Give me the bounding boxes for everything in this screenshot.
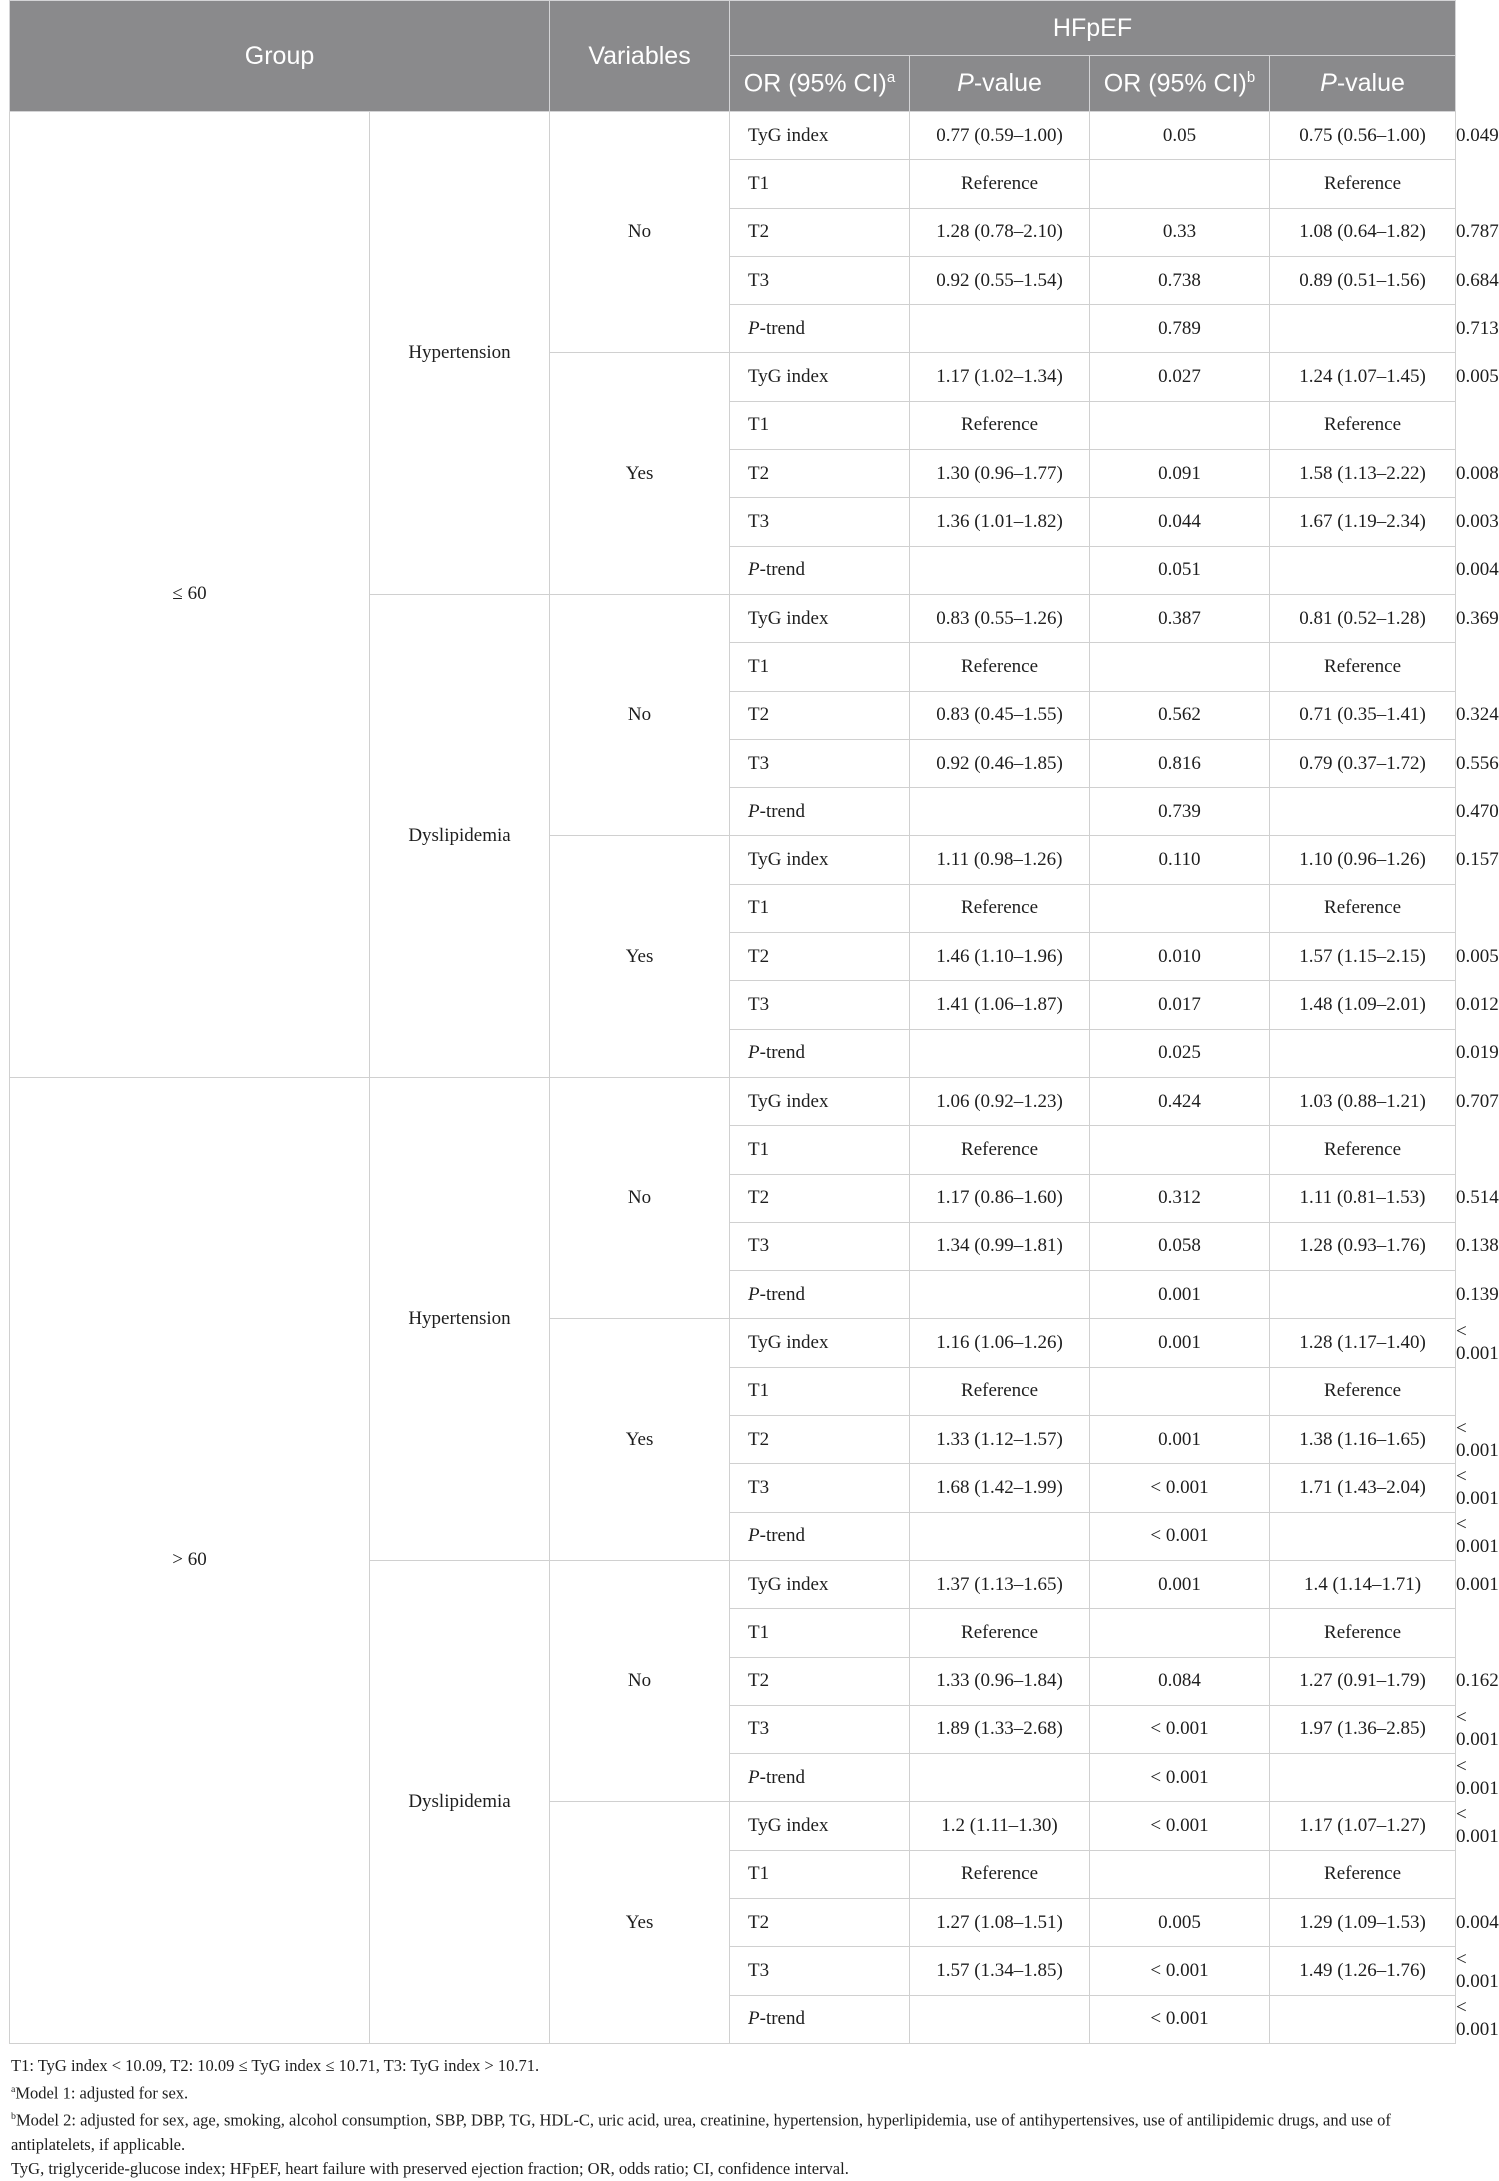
or-ci-model2-cell: 1.08 (0.64–1.82)	[1270, 208, 1456, 256]
or-ci-model2-cell: 0.75 (0.56–1.00)	[1270, 112, 1456, 160]
or-ci-model1-cell: 1.11 (0.98–1.26)	[910, 836, 1090, 884]
subgroup-cell: No	[550, 594, 730, 835]
table-row: T3 1.41 (1.06–1.87) 0.017 1.48 (1.09–2.01) 0.012	[10, 981, 1456, 1029]
p-value-model1-cell	[1090, 160, 1270, 208]
variable-cell	[730, 1995, 910, 2043]
p-italic: P	[748, 1525, 760, 1547]
model2-note	[11, 2105, 1455, 2157]
p-value-model1-cell: 0.562	[1090, 691, 1270, 739]
age-group-cell: > 60	[10, 1077, 370, 2043]
or-ci-model1-cell: 0.83 (0.45–1.55)	[910, 691, 1090, 739]
or-ci-model1-cell: 1.37 (1.13–1.65)	[910, 1560, 1090, 1608]
or-ci-model2-cell: 1.38 (1.16–1.65)	[1270, 1416, 1456, 1464]
variable-cell: T1	[730, 1609, 910, 1657]
or-ci-model1-cell: Reference	[910, 1126, 1090, 1174]
variable-cell: T3	[730, 498, 910, 546]
footnote-marker-b: b	[11, 2111, 16, 2123]
trend-label: -trend	[759, 1042, 805, 1064]
variable-cell: T1	[730, 1367, 910, 1415]
p-italic: P	[748, 1042, 760, 1064]
variable-cell	[730, 788, 910, 836]
condition-cell: Hypertension	[370, 112, 550, 595]
variable-cell: T3	[730, 981, 910, 1029]
p-value-model1-cell	[1090, 1609, 1270, 1657]
p-value-model1-cell: 0.816	[1090, 739, 1270, 787]
subgroup-cell: No	[550, 1560, 730, 1801]
table-row: P-trend < 0.001 < 0.001	[10, 1512, 1456, 1560]
or-ci-model1-cell: 1.17 (0.86–1.60)	[910, 1174, 1090, 1222]
or-ci-model2-cell: 0.81 (0.52–1.28)	[1270, 594, 1456, 642]
or-ci-model2-cell: Reference	[1270, 160, 1456, 208]
subgroup-cell: Yes	[550, 836, 730, 1077]
variable-cell: T2	[730, 933, 910, 981]
subgroup-cell: No	[550, 1077, 730, 1318]
or-ci-model1-cell: 0.92 (0.46–1.85)	[910, 739, 1090, 787]
or-ci-label: OR (95% CI)	[743, 69, 887, 98]
table-row: T3 1.68 (1.42–1.99) < 0.001 1.71 (1.43–2.04) < 0.001	[10, 1464, 1456, 1512]
p-value-model1-cell: 0.001	[1090, 1319, 1270, 1367]
p-value-model1-header	[910, 56, 1090, 112]
table-row: T2 1.17 (0.86–1.60) 0.312 1.11 (0.81–1.53) 0.514	[10, 1174, 1456, 1222]
or-ci-model1-cell	[910, 1029, 1090, 1077]
or-ci-model1-cell: 0.92 (0.55–1.54)	[910, 256, 1090, 304]
variable-cell: T2	[730, 691, 910, 739]
or-ci-model2-cell: 1.48 (1.09–2.01)	[1270, 981, 1456, 1029]
p-italic: P	[748, 2008, 760, 2030]
or-ci-model2-cell: Reference	[1270, 884, 1456, 932]
trend-label: -trend	[759, 2008, 805, 2030]
p-value-model1-cell: 0.058	[1090, 1222, 1270, 1270]
table-row: T3 0.92 (0.46–1.85) 0.816 0.79 (0.37–1.72) 0.556	[10, 739, 1456, 787]
table-row: Dyslipidemia No TyG index 1.37 (1.13–1.65) 0.001 1.4 (1.14–1.71) 0.001	[10, 1560, 1456, 1608]
or-ci-model2-cell: 0.79 (0.37–1.72)	[1270, 739, 1456, 787]
p-value-model1-cell: 0.738	[1090, 256, 1270, 304]
variable-cell: T1	[730, 643, 910, 691]
trend-label: -trend	[759, 800, 805, 822]
table-row: T3 1.34 (0.99–1.81) 0.058 1.28 (0.93–1.76) 0.138	[10, 1222, 1456, 1270]
variable-cell: T1	[730, 1126, 910, 1174]
variable-cell: TyG index	[730, 112, 910, 160]
table-row: T2 1.28 (0.78–2.10) 0.33 1.08 (0.64–1.82) 0.787	[10, 208, 1456, 256]
or-ci-model1-cell: 1.2 (1.11–1.30)	[910, 1802, 1090, 1850]
or-ci-model2-cell	[1270, 1029, 1456, 1077]
or-ci-model1-cell: 1.06 (0.92–1.23)	[910, 1077, 1090, 1125]
p-value-model1-cell: < 0.001	[1090, 1754, 1270, 1802]
or-ci-model2-cell: Reference	[1270, 401, 1456, 449]
or-ci-model2-cell: 1.4 (1.14–1.71)	[1270, 1560, 1456, 1608]
or-ci-model2-header	[1090, 56, 1270, 112]
model1-note-text: Model 1: adjusted for sex.	[15, 2083, 189, 2103]
variable-cell	[730, 1029, 910, 1077]
table-row: T2 1.27 (1.08–1.51) 0.005 1.29 (1.09–1.53) 0.004	[10, 1898, 1456, 1946]
or-ci-model2-cell: Reference	[1270, 1850, 1456, 1898]
or-ci-model1-cell	[910, 305, 1090, 353]
table-row: T2 0.83 (0.45–1.55) 0.562 0.71 (0.35–1.41) 0.324	[10, 691, 1456, 739]
variable-cell: TyG index	[730, 353, 910, 401]
or-ci-model1-cell	[910, 1754, 1090, 1802]
table-row: P-trend 0.025 0.019	[10, 1029, 1456, 1077]
or-ci-model1-cell: 1.57 (1.34–1.85)	[910, 1947, 1090, 1995]
p-italic: P	[957, 69, 974, 97]
variables-header: Variables	[550, 1, 730, 112]
variable-cell: T3	[730, 739, 910, 787]
p-value-model1-cell: < 0.001	[1090, 1464, 1270, 1512]
or-ci-model2-cell: 1.27 (0.91–1.79)	[1270, 1657, 1456, 1705]
p-value-label: -value	[973, 69, 1042, 97]
p-value-model1-cell: 0.110	[1090, 836, 1270, 884]
variable-cell: T1	[730, 1850, 910, 1898]
variable-cell: TyG index	[730, 1802, 910, 1850]
or-ci-model1-cell: 1.36 (1.01–1.82)	[910, 498, 1090, 546]
variable-cell: T2	[730, 1898, 910, 1946]
trend-label: -trend	[759, 1766, 805, 1788]
p-value-model1-cell: 0.091	[1090, 450, 1270, 498]
p-value-model1-cell: 0.027	[1090, 353, 1270, 401]
p-value-model1-cell: 0.312	[1090, 1174, 1270, 1222]
p-value-model1-cell: 0.05	[1090, 112, 1270, 160]
p-value-model1-cell	[1090, 1367, 1270, 1415]
condition-cell: Dyslipidemia	[370, 594, 550, 1077]
variable-cell: TyG index	[730, 594, 910, 642]
variable-cell: T3	[730, 1464, 910, 1512]
or-ci-model2-cell: Reference	[1270, 643, 1456, 691]
table-row: P-trend < 0.001 < 0.001	[10, 1995, 1456, 2043]
p-value-model1-cell: < 0.001	[1090, 1995, 1270, 2043]
table-row: Yes TyG index 1.11 (0.98–1.26) 0.110 1.10 (0.96–1.26) 0.157	[10, 836, 1456, 884]
subgroup-cell: Yes	[550, 353, 730, 594]
or-ci-model1-cell: 1.33 (0.96–1.84)	[910, 1657, 1090, 1705]
p-value-model2-header	[1270, 56, 1456, 112]
variable-cell: T1	[730, 884, 910, 932]
or-ci-model1-cell: 1.41 (1.06–1.87)	[910, 981, 1090, 1029]
p-value-model1-cell: 0.001	[1090, 1416, 1270, 1464]
variable-cell: T3	[730, 1705, 910, 1753]
p-value-model1-cell: < 0.001	[1090, 1947, 1270, 1995]
or-ci-model2-cell	[1270, 1995, 1456, 2043]
or-ci-model2-cell: 1.10 (0.96–1.26)	[1270, 836, 1456, 884]
or-ci-model2-cell	[1270, 1512, 1456, 1560]
or-ci-model1-cell: Reference	[910, 1850, 1090, 1898]
p-value-model1-cell	[1090, 643, 1270, 691]
subgroup-cell: Yes	[550, 1802, 730, 2043]
variable-cell: T3	[730, 256, 910, 304]
variable-cell: T2	[730, 208, 910, 256]
or-ci-model2-cell: 1.11 (0.81–1.53)	[1270, 1174, 1456, 1222]
or-ci-model1-cell	[910, 1271, 1090, 1319]
footnote-marker-a: a	[886, 68, 896, 86]
footnote-marker-b: b	[1246, 68, 1256, 86]
or-ci-model1-cell	[910, 1995, 1090, 2043]
p-value-model1-cell: 0.010	[1090, 933, 1270, 981]
or-ci-model2-cell: 1.97 (1.36–2.85)	[1270, 1705, 1456, 1753]
variable-cell: T2	[730, 1174, 910, 1222]
table-row: T2 1.30 (0.96–1.77) 0.091 1.58 (1.13–2.22) 0.008	[10, 450, 1456, 498]
or-ci-model2-cell: 0.71 (0.35–1.41)	[1270, 691, 1456, 739]
or-ci-model1-cell: Reference	[910, 1609, 1090, 1657]
tertile-definition-note: T1: TyG index < 10.09, T2: 10.09 ≤ TyG index ≤ 10.71, T3: TyG index > 10.71.	[11, 2055, 540, 2075]
or-ci-model1-cell	[910, 788, 1090, 836]
variable-cell: T2	[730, 1416, 910, 1464]
or-ci-model1-cell: Reference	[910, 643, 1090, 691]
variable-cell: T1	[730, 401, 910, 449]
or-ci-model1-cell: Reference	[910, 884, 1090, 932]
variable-cell: T2	[730, 1657, 910, 1705]
p-italic: P	[748, 800, 760, 822]
or-ci-model2-cell: 1.58 (1.13–2.22)	[1270, 450, 1456, 498]
or-ci-model2-cell: 1.71 (1.43–2.04)	[1270, 1464, 1456, 1512]
or-ci-model1-cell	[910, 1512, 1090, 1560]
table-row: Yes TyG index 1.17 (1.02–1.34) 0.027 1.24 (1.07–1.45) 0.005	[10, 353, 1456, 401]
or-ci-model1-cell: Reference	[910, 160, 1090, 208]
p-value-model1-cell	[1090, 1850, 1270, 1898]
trend-label: -trend	[759, 559, 805, 581]
table-row: T2 1.33 (0.96–1.84) 0.084 1.27 (0.91–1.79) 0.162	[10, 1657, 1456, 1705]
model2-note-text: Model 2: adjusted for sex, age, smoking, alcohol consumption, SBP, DBP, TG, HDL-C, uric acid, urea, creatinine, hypertension, hyperlipidemia, use of antihypertensives, use of antilipidemic drugs, and use of antiplatelets, if applicable.	[11, 2110, 1391, 2154]
table-row: Yes TyG index 1.16 (1.06–1.26) 0.001 1.28 (1.17–1.40) < 0.001	[10, 1319, 1456, 1367]
or-ci-model2-cell: Reference	[1270, 1367, 1456, 1415]
p-value-model1-cell: 0.739	[1090, 788, 1270, 836]
table-row: > 60 Hypertension No TyG index 1.06 (0.92–1.23) 0.424 1.03 (0.88–1.21) 0.707	[10, 1077, 1456, 1125]
group-header: Group	[10, 1, 550, 112]
table-row: T2 1.46 (1.10–1.96) 0.010 1.57 (1.15–2.15) 0.005	[10, 933, 1456, 981]
p-value-model1-cell: 0.005	[1090, 1898, 1270, 1946]
table-row: P-trend < 0.001 < 0.001	[10, 1754, 1456, 1802]
or-ci-model2-cell: 1.28 (1.17–1.40)	[1270, 1319, 1456, 1367]
or-ci-model2-cell: 1.24 (1.07–1.45)	[1270, 353, 1456, 401]
table-row: P-trend 0.051 0.004	[10, 546, 1456, 594]
or-ci-label: OR (95% CI)	[1103, 69, 1247, 98]
p-value-model1-cell: < 0.001	[1090, 1802, 1270, 1850]
variable-cell: TyG index	[730, 1319, 910, 1367]
p-italic: P	[748, 1283, 760, 1305]
hfpef-header: HFpEF	[730, 1, 1456, 56]
p-value-model1-cell: 0.017	[1090, 981, 1270, 1029]
or-ci-model1-cell: 1.16 (1.06–1.26)	[910, 1319, 1090, 1367]
p-italic: P	[748, 1766, 760, 1788]
results-table	[9, 0, 1499, 2044]
or-ci-model1-cell: 1.68 (1.42–1.99)	[910, 1464, 1090, 1512]
p-value-model1-cell: 0.789	[1090, 305, 1270, 353]
or-ci-model1-cell: 0.83 (0.55–1.26)	[910, 594, 1090, 642]
or-ci-model1-header	[730, 56, 910, 112]
p-value-label: -value	[1336, 69, 1405, 97]
variable-cell	[730, 1271, 910, 1319]
age-group-cell: ≤ 60	[10, 112, 370, 1078]
p-value-model1-cell: 0.001	[1090, 1560, 1270, 1608]
or-ci-model1-cell: 1.34 (0.99–1.81)	[910, 1222, 1090, 1270]
table-row: T2 1.33 (1.12–1.57) 0.001 1.38 (1.16–1.65) < 0.001	[10, 1416, 1456, 1464]
variable-cell: TyG index	[730, 836, 910, 884]
or-ci-model2-cell	[1270, 1271, 1456, 1319]
p-value-model1-cell: 0.051	[1090, 546, 1270, 594]
p-value-model1-cell: < 0.001	[1090, 1512, 1270, 1560]
p-value-model1-cell	[1090, 401, 1270, 449]
p-value-model1-cell: 0.33	[1090, 208, 1270, 256]
or-ci-model1-cell: 1.89 (1.33–2.68)	[910, 1705, 1090, 1753]
table-row: T3 0.92 (0.55–1.54) 0.738 0.89 (0.51–1.56) 0.684	[10, 256, 1456, 304]
table-row: P-trend 0.739 0.470	[10, 788, 1456, 836]
table-row: T3 1.36 (1.01–1.82) 0.044 1.67 (1.19–2.34) 0.003	[10, 498, 1456, 546]
p-value-model1-cell: < 0.001	[1090, 1705, 1270, 1753]
table-row: P-trend 0.001 0.139	[10, 1271, 1456, 1319]
trend-label: -trend	[759, 1525, 805, 1547]
p-value-model1-cell	[1090, 884, 1270, 932]
table-row: P-trend 0.789 0.713	[10, 305, 1456, 353]
variable-cell: T3	[730, 1222, 910, 1270]
subgroup-cell: No	[550, 112, 730, 353]
or-ci-model2-cell: 1.29 (1.09–1.53)	[1270, 1898, 1456, 1946]
or-ci-model1-cell: 1.33 (1.12–1.57)	[910, 1416, 1090, 1464]
variable-cell: T3	[730, 1947, 910, 1995]
or-ci-model2-cell: Reference	[1270, 1609, 1456, 1657]
table-container	[9, 0, 1499, 2181]
model1-note	[11, 2078, 1455, 2106]
or-ci-model2-cell: 1.57 (1.15–2.15)	[1270, 933, 1456, 981]
or-ci-model1-cell: 1.46 (1.10–1.96)	[910, 933, 1090, 981]
p-value-model1-cell	[1090, 1126, 1270, 1174]
or-ci-model2-cell: 1.03 (0.88–1.21)	[1270, 1077, 1456, 1125]
or-ci-model1-cell: 0.77 (0.59–1.00)	[910, 112, 1090, 160]
or-ci-model1-cell: 1.28 (0.78–2.10)	[910, 208, 1090, 256]
table-header	[10, 1, 1456, 112]
p-italic: P	[748, 317, 760, 339]
or-ci-model1-cell: 1.17 (1.02–1.34)	[910, 353, 1090, 401]
variable-cell: TyG index	[730, 1560, 910, 1608]
p-value-model1-cell: 0.424	[1090, 1077, 1270, 1125]
or-ci-model1-cell	[910, 546, 1090, 594]
or-ci-model2-cell: 1.28 (0.93–1.76)	[1270, 1222, 1456, 1270]
condition-cell: Hypertension	[370, 1077, 550, 1560]
p-value-model1-cell: 0.387	[1090, 594, 1270, 642]
table-footnotes	[9, 2054, 1455, 2181]
or-ci-model1-cell: 1.27 (1.08–1.51)	[910, 1898, 1090, 1946]
table-row: ≤ 60 Hypertension No TyG index 0.77 (0.59–1.00) 0.05 0.75 (0.56–1.00) 0.049	[10, 112, 1456, 160]
or-ci-model1-cell: 1.30 (0.96–1.77)	[910, 450, 1090, 498]
variable-cell	[730, 546, 910, 594]
or-ci-model2-cell	[1270, 546, 1456, 594]
p-value-model1-cell: 0.084	[1090, 1657, 1270, 1705]
or-ci-model2-cell: 1.17 (1.07–1.27)	[1270, 1802, 1456, 1850]
table-row: T3 1.57 (1.34–1.85) < 0.001 1.49 (1.26–1.76) < 0.001	[10, 1947, 1456, 1995]
or-ci-model1-cell: Reference	[910, 1367, 1090, 1415]
or-ci-model2-cell: 0.89 (0.51–1.56)	[1270, 256, 1456, 304]
table-row: T3 1.89 (1.33–2.68) < 0.001 1.97 (1.36–2.85) < 0.001	[10, 1705, 1456, 1753]
variable-cell: T2	[730, 450, 910, 498]
footnote-marker-a: a	[11, 2083, 16, 2095]
variable-cell	[730, 1754, 910, 1802]
table-row: Dyslipidemia No TyG index 0.83 (0.55–1.26) 0.387 0.81 (0.52–1.28) 0.369	[10, 594, 1456, 642]
or-ci-model1-cell: Reference	[910, 401, 1090, 449]
subgroup-cell: Yes	[550, 1319, 730, 1560]
variable-cell: T1	[730, 160, 910, 208]
trend-label: -trend	[759, 317, 805, 339]
p-value-model1-cell: 0.044	[1090, 498, 1270, 546]
table-body	[10, 112, 1499, 2044]
or-ci-model2-cell	[1270, 1754, 1456, 1802]
variable-cell	[730, 1512, 910, 1560]
or-ci-model2-cell: Reference	[1270, 1126, 1456, 1174]
trend-label: -trend	[759, 1283, 805, 1305]
p-value-model1-cell: 0.025	[1090, 1029, 1270, 1077]
or-ci-model2-cell: 1.49 (1.26–1.76)	[1270, 1947, 1456, 1995]
table-row: Yes TyG index 1.2 (1.11–1.30) < 0.001 1.17 (1.07–1.27) < 0.001	[10, 1802, 1456, 1850]
variable-cell	[730, 305, 910, 353]
or-ci-model2-cell	[1270, 788, 1456, 836]
variable-cell: TyG index	[730, 1077, 910, 1125]
p-italic: P	[748, 559, 760, 581]
or-ci-model2-cell	[1270, 305, 1456, 353]
condition-cell: Dyslipidemia	[370, 1560, 550, 2043]
p-italic: P	[1320, 69, 1337, 97]
abbreviations-note: TyG, triglyceride-glucose index; HFpEF, heart failure with preserved ejection fraction; OR, odds ratio; CI, confidence interval.	[11, 2158, 849, 2178]
p-value-model1-cell: 0.001	[1090, 1271, 1270, 1319]
or-ci-model2-cell: 1.67 (1.19–2.34)	[1270, 498, 1456, 546]
